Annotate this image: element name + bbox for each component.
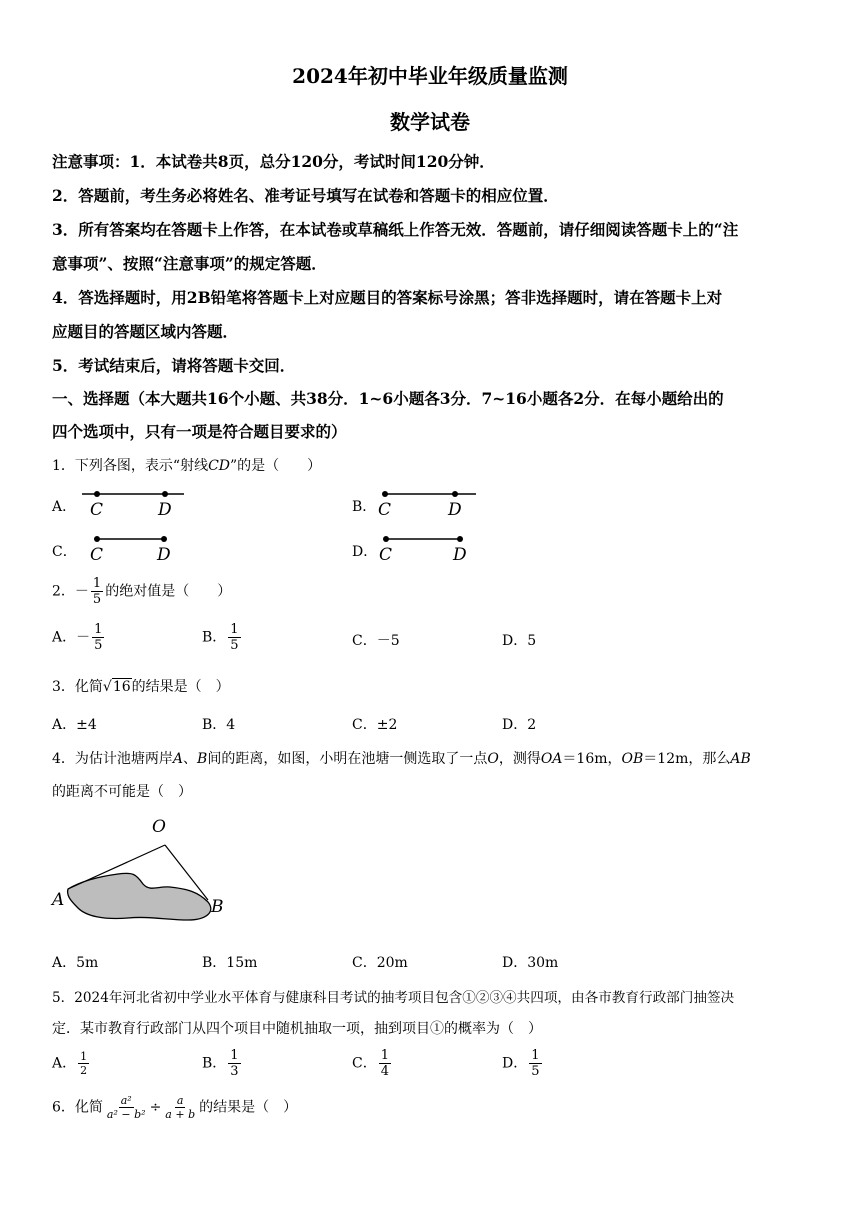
q1-c-point-d: D — [157, 545, 171, 565]
q1-option-b-label: B． — [352, 499, 377, 515]
q4-fig-label-b: B — [211, 897, 224, 917]
q1-d-point-d: D — [453, 545, 467, 565]
q4-stem-line2: 的距离不可能是（ ） — [52, 784, 192, 800]
q1-option-d-label: D． — [352, 544, 378, 560]
q2-option-c: C．－5 — [352, 633, 400, 649]
q5-option-a: A． $\frac{1}{2}$ — [52, 1050, 88, 1077]
q1-option-a-label: A． — [52, 499, 77, 515]
note-2: 2．答题前，考生务必将姓名、准考证号填写在试卷和答题卡的相应位置． — [52, 186, 559, 205]
q1-a-point-d: D — [158, 500, 172, 520]
q1-option-b-figure — [376, 486, 480, 522]
q1-option-a-figure — [78, 486, 188, 522]
q6-stem: 6．化简 $\frac{\text{a²}}{\text{a² − b²}}$ ÷ $\frac{a}{a + b}$ 的结果是（ ） — [52, 1094, 298, 1121]
q4-fig-label-a: A — [52, 890, 65, 910]
q2-fraction: $\frac{1}{5}$ — [92, 576, 102, 607]
q2-option-b: B． $\frac{1}{5}$ — [202, 622, 239, 653]
note-3-line2: 意事项”、按照“注意事项”的规定答题． — [52, 254, 327, 273]
q5-option-d: D． $\frac{1}{5}$ — [502, 1048, 540, 1079]
q4-stem-line1: 4．为估计池塘两岸A、B间的距离，如图，小明在池塘一侧选取了一点O，测得OA＝16m，OB＝12m，那么AB — [52, 751, 751, 767]
q5-stem-line2: 定．某市教育行政部门从四个项目中随机抽取一项，抽到项目①的概率为（ ） — [52, 1021, 542, 1037]
q1-option-c-label: C． — [52, 544, 77, 560]
q1-option-c-figure — [80, 531, 180, 567]
q1-b-point-c: C — [378, 500, 392, 520]
q3-option-b: B．4 — [202, 717, 236, 733]
q6-fraction-2: $\frac{a}{a + b}$ — [165, 1094, 196, 1121]
page-title: 2024年初中毕业年级质量监测 — [292, 64, 568, 88]
q1-d-point-c: C — [379, 545, 393, 565]
q2-stem: 2．－ $\frac{1}{5}$ 的绝对值是（ ） — [52, 576, 232, 607]
q2-option-a: A．－ $\frac{1}{5}$ — [52, 622, 103, 653]
q6-fraction-1: $\frac{\text{a²}}{\text{a² − b²}}$ — [106, 1094, 146, 1121]
q4-option-a: A．5m — [52, 955, 99, 971]
q3-stem: 3．化简√16的结果是（ ） — [52, 679, 230, 695]
q4-option-d: D．30m — [502, 955, 559, 971]
q3-sqrt: √16 — [102, 679, 131, 695]
q1-c-point-c: C — [90, 545, 104, 565]
q1-stem: 1．下列各图，表示“射线CD”的是（ ） — [52, 458, 322, 474]
note-5: 5．考试结束后，请将答题卡交回． — [52, 356, 296, 375]
page-subtitle: 数学试卷 — [390, 110, 470, 134]
q4-pond-figure — [48, 812, 238, 922]
note-3-line1: 3．所有答案均在答题卡上作答，在本试卷或草稿纸上作答无效．答题前，请仔细阅读答题卡上的“注 — [52, 220, 739, 239]
note-1: 注意事项：1．本试卷共8页，总分120分，考试时间120分钟． — [52, 152, 495, 171]
q4-fig-label-o: O — [152, 817, 166, 837]
note-4-line2: 应题目的答题区域内答题． — [52, 322, 239, 341]
q4-option-b: B．15m — [202, 955, 258, 971]
q1-a-point-c: C — [90, 500, 104, 520]
q1-option-d-figure — [376, 531, 476, 567]
q3-option-a: A．±4 — [52, 717, 97, 733]
note-4-line1: 4．答选择题时，用2B铅笔将答题卡上对应题目的答案标号涂黑；答非选择题时，请在答题卡上对 — [52, 288, 723, 307]
q3-option-d: D．2 — [502, 717, 537, 733]
q3-option-c: C．±2 — [352, 717, 398, 733]
q1-b-point-d: D — [448, 500, 462, 520]
q2-option-d: D．5 — [502, 633, 537, 649]
section-heading-line1: 一、选择题（本大题共16个小题、共38分．1~6小题各3分．7~16小题各2分．在每小题给出的 — [52, 389, 724, 408]
q5-option-c: C． $\frac{1}{4}$ — [352, 1048, 389, 1079]
q5-stem-line1: 5．2024年河北省初中学业水平体育与健康科目考试的抽考项目包含①②③④共四项，由各市教育行政部门抽签决 — [52, 990, 735, 1006]
q5-option-b: B． $\frac{1}{3}$ — [202, 1048, 239, 1079]
q4-option-c: C．20m — [352, 955, 408, 971]
section-heading-line2: 四个选项中，只有一项是符合题目要求的） — [52, 422, 347, 441]
